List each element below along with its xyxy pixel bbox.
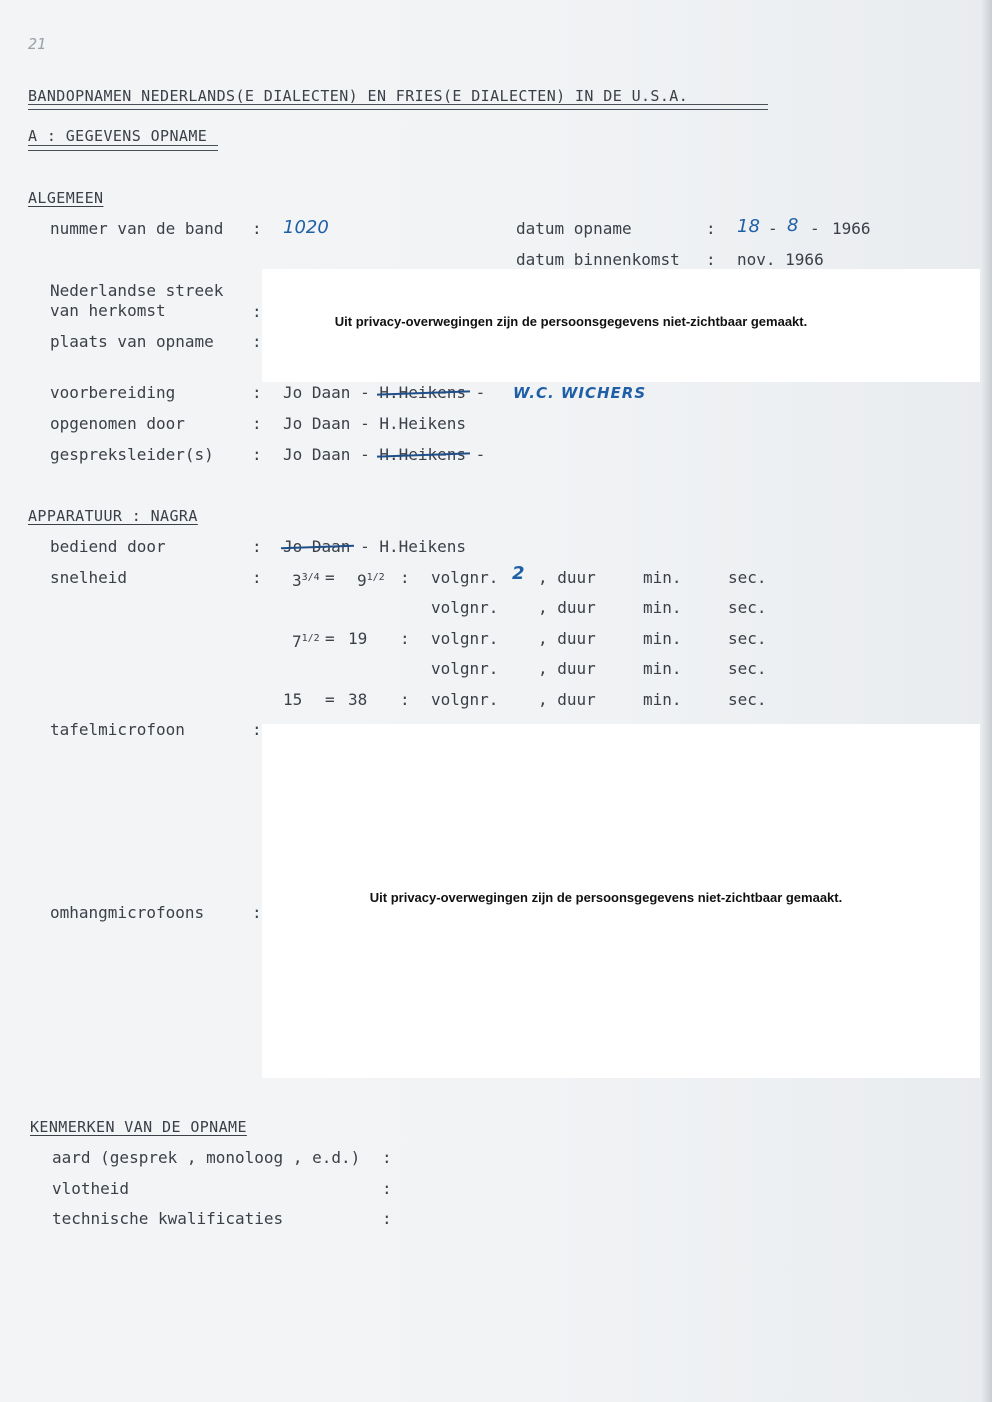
speed-1-b: $9^{1/2}$ — [357, 571, 385, 590]
voorbereiding-label: voorbereiding — [50, 383, 176, 402]
voorbereiding-name: Jo Daan — [283, 383, 351, 402]
streek-label-line1: Nederlandse streek — [50, 281, 224, 300]
datum-binnenkomst-value: nov. 1966 — [737, 250, 824, 269]
snelheid-colon: : — [252, 568, 262, 587]
document-title: BANDOPNAMEN NEDERLANDS(E DIALECTEN) EN FRIES(E DIALECTEN) IN DE U.S.A. — [28, 87, 689, 105]
aard-label: aard (gesprek , monoloog , e.d.) — [52, 1148, 361, 1167]
min-label: min. — [643, 629, 682, 648]
voorbereiding-added-name: W.C. WICHERS — [513, 384, 647, 402]
duur-label: , duur — [538, 598, 596, 617]
speed-3-colon: : — [400, 690, 410, 709]
voorbereiding-struck-name: H.Heikens — [379, 383, 467, 402]
page-number: 21 — [28, 35, 47, 53]
section-a-double-rule — [28, 145, 218, 151]
sec-label: sec. — [728, 568, 767, 587]
duur-label: , duur — [538, 629, 596, 648]
streek-label-line2: van herkomst — [50, 301, 166, 320]
datum-opname-label: datum opname — [516, 219, 632, 238]
bediend-colon: : — [252, 537, 262, 556]
datum-opname-day: 18 — [737, 216, 760, 237]
nummer-label: nummer van de band — [50, 219, 224, 238]
duur-label: , duur — [538, 690, 596, 709]
snelheid-label: snelheid — [50, 568, 128, 587]
volgnr-label: volgnr. — [431, 659, 499, 678]
duur-label: , duur — [538, 659, 596, 678]
plaats-label: plaats van opname — [50, 332, 214, 351]
volgnr-label: volgnr. — [431, 629, 499, 648]
speed-3-a: 15 — [283, 690, 303, 709]
sec-label: sec. — [728, 690, 767, 709]
nummer-value: 1020 — [283, 217, 329, 238]
redaction-box-personal-data — [262, 269, 980, 382]
datum-opname-colon: : — [706, 219, 716, 238]
gespreksleider-colon: : — [252, 445, 262, 464]
speed-1-eq: = — [325, 568, 335, 587]
datum-opname-year: 1966 — [832, 219, 871, 238]
speed-3-b: 38 — [348, 690, 368, 709]
voorbereiding-colon: : — [252, 383, 262, 402]
section-a-heading: A : GEGEVENS OPNAME — [28, 127, 208, 145]
bediend-label: bediend door — [50, 537, 166, 556]
sec-label: sec. — [728, 659, 767, 678]
kenmerken-heading: KENMERKEN VAN DE OPNAME — [30, 1118, 247, 1136]
sec-label: sec. — [728, 598, 767, 617]
bediend-name: H.Heikens — [379, 537, 467, 556]
vlotheid-label: vlotheid — [52, 1179, 130, 1198]
vlotheid-colon: : — [382, 1179, 392, 1198]
volgnr-label: volgnr. — [431, 598, 499, 617]
datum-opname-month: 8 — [787, 215, 799, 236]
apparatuur-heading: APPARATUUR : NAGRA — [28, 507, 198, 525]
opgenomen-label: opgenomen door — [50, 414, 185, 433]
min-label: min. — [643, 568, 682, 587]
speed-3-eq: = — [325, 690, 335, 709]
volgnr-label: volgnr. — [431, 690, 499, 709]
opgenomen-value: Jo Daan - H.Heikens — [283, 414, 467, 433]
gespreksleider-name: Jo Daan — [283, 445, 351, 464]
opgenomen-colon: : — [252, 414, 262, 433]
voorbereiding-value: Jo Daan - H.Heikens - — [283, 383, 495, 402]
speed-2-eq: = — [325, 629, 335, 648]
omhang-label: omhangmicrofoons — [50, 903, 205, 922]
datum-binnenkomst-label: datum binnenkomst — [516, 250, 680, 269]
speed-2-b: 19 — [348, 629, 368, 648]
technisch-label: technische kwalificaties — [52, 1209, 284, 1228]
speed-1-a: $3^{3/4}$ — [292, 571, 320, 590]
page-edge — [982, 0, 992, 1402]
speed-2-colon: : — [400, 629, 410, 648]
aard-colon: : — [382, 1148, 392, 1167]
min-label: min. — [643, 659, 682, 678]
duur-label: , duur — [538, 568, 596, 587]
redaction-box-equipment-data — [262, 724, 980, 1078]
tafelmicrofoon-colon: : — [252, 720, 262, 739]
volgnr-label: volgnr. — [431, 568, 499, 587]
nummer-colon: : — [252, 219, 262, 238]
gespreksleider-value: Jo Daan - H.Heikens - — [283, 445, 486, 464]
sec-label: sec. — [728, 629, 767, 648]
min-label: min. — [643, 690, 682, 709]
gespreksleider-struck-name: H.Heikens — [379, 445, 467, 464]
tafelmicrofoon-label: tafelmicrofoon — [50, 720, 185, 739]
algemeen-heading: ALGEMEEN — [28, 189, 104, 207]
technisch-colon: : — [382, 1209, 392, 1228]
bediend-struck-name: Jo Daan — [283, 537, 351, 556]
title-double-rule — [28, 104, 768, 110]
volgnr-1-value: 2 — [512, 563, 525, 584]
speed-2-a: $7^{1/2}$ — [292, 632, 320, 651]
datum-binnenkomst-colon: : — [706, 250, 716, 269]
gespreksleider-label: gespreksleider(s) — [50, 445, 214, 464]
plaats-colon: : — [252, 332, 262, 351]
omhang-colon: : — [252, 903, 262, 922]
streek-colon: : — [252, 302, 262, 321]
min-label: min. — [643, 598, 682, 617]
speed-1-colon: : — [400, 568, 410, 587]
redaction-notice: Uit privacy-overwegingen zijn de persoonsgegevens niet-zichtbaar gemaakt. — [334, 314, 808, 329]
redaction-notice: Uit privacy-overwegingen zijn de persoonsgegevens niet-zichtbaar gemaakt. — [369, 889, 843, 905]
bediend-value: Jo Daan - H.Heikens — [283, 537, 467, 556]
datum-sep-2: - — [810, 219, 820, 238]
datum-sep-1: - — [768, 219, 778, 238]
